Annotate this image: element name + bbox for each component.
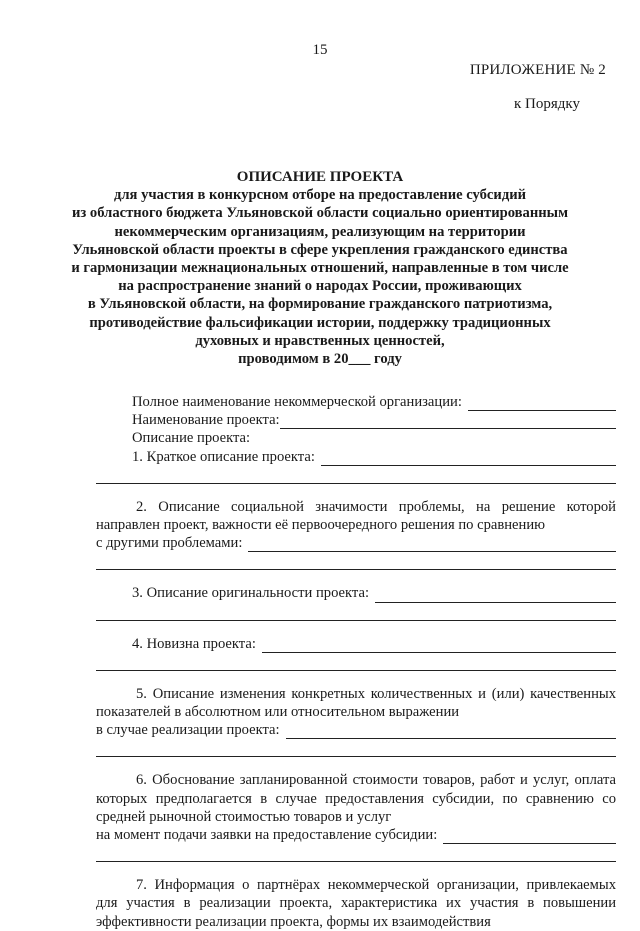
project-description-label: Описание проекта: [132, 430, 251, 447]
title-line: в Ульяновской области, на формирование гражданского патриотизма, [87, 296, 553, 313]
item7-text: 7. Информация о партнёрах некоммерческой организации, привлекаемых для участия в реализации проекта, характеристика их участия в повышении эффективности реализации проекта, формы их взаимодействия [96, 877, 616, 930]
project-form [96, 393, 616, 931]
item5-extra-line[interactable] [96, 739, 616, 757]
item6-text: 6. Обоснование запланированной стоимости товаров, работ и услуг, оплата которых предполагается в случае предоставления субсидии, по сравнению со средней рыночной стоимостью товаров и услуг [96, 772, 616, 825]
item5-end-row [96, 721, 616, 739]
item3-label: 3. Описание оригинальности проекта: [132, 585, 370, 602]
item3-row [96, 584, 616, 602]
item6-end-row [96, 826, 616, 844]
title-line: духовных и нравственных ценностей, [195, 332, 445, 349]
item1-label: 1. Краткое описание проекта: [132, 448, 315, 465]
item6-field[interactable] [443, 829, 616, 844]
org-name-row [96, 393, 616, 411]
item2-extra-line[interactable] [96, 552, 616, 570]
title-line: некоммерческим организациям, реализующим на территории [114, 223, 526, 240]
item2-end-row [96, 534, 616, 552]
to-order-label: к Порядку [514, 96, 580, 112]
document-title [70, 168, 570, 368]
title-main: ОПИСАНИЕ ПРОЕКТА [236, 169, 404, 185]
project-name-row [96, 411, 616, 429]
org-name-field[interactable] [468, 396, 616, 411]
item4-extra-line[interactable] [96, 653, 616, 671]
item4-field[interactable] [262, 638, 616, 653]
item1-extra-line[interactable] [96, 466, 616, 484]
title-line: на распространение знаний о народах России, проживающих [118, 278, 522, 295]
project-name-field[interactable] [280, 414, 616, 429]
title-line: Ульяновской области проекты в сфере укрепления гражданского единства [72, 241, 568, 258]
item2-end-label: с другими проблемами: [96, 535, 243, 552]
title-line: для участия в конкурсном отборе на предоставление субсидий [113, 187, 527, 204]
item6-extra-line[interactable] [96, 844, 616, 862]
item2-field[interactable] [248, 537, 616, 552]
item4-row [96, 635, 616, 653]
item1-row [96, 448, 616, 466]
project-name-label: Наименование проекта: [132, 412, 280, 429]
org-name-label: Полное наименование некоммерческой организации: [132, 394, 462, 410]
item3-extra-line[interactable] [96, 603, 616, 621]
item5-end-label: в случае реализации проекта: [96, 722, 280, 739]
item6-end-label: на момент подачи заявки на предоставление субсидии: [96, 827, 438, 844]
item5-field[interactable] [286, 724, 616, 739]
item2-text: 2. Описание социальной значимости проблемы, на решение которой направлен проект, важности её первоочередного решения по сравнению [96, 498, 616, 534]
title-line: проводимом в 20___ году [238, 351, 402, 368]
title-line: из областного бюджета Ульяновской области социально ориентированным [71, 205, 569, 222]
title-line: противодействие фальсификации истории, поддержку традиционных [89, 314, 551, 331]
page-number: 15 [312, 42, 328, 58]
item4-label: 4. Новизна проекта: [132, 635, 256, 652]
title-line: и гармонизации межнациональных отношений, направленные в том числе [71, 260, 569, 277]
item1-field[interactable] [321, 451, 616, 466]
appendix-label: ПРИЛОЖЕНИЕ № 2 [469, 62, 606, 78]
item5-text: 5. Описание изменения конкретных количественных и (или) качественных показателей в абсолютном или относительном выражении [96, 685, 616, 721]
item3-field[interactable] [375, 588, 616, 603]
